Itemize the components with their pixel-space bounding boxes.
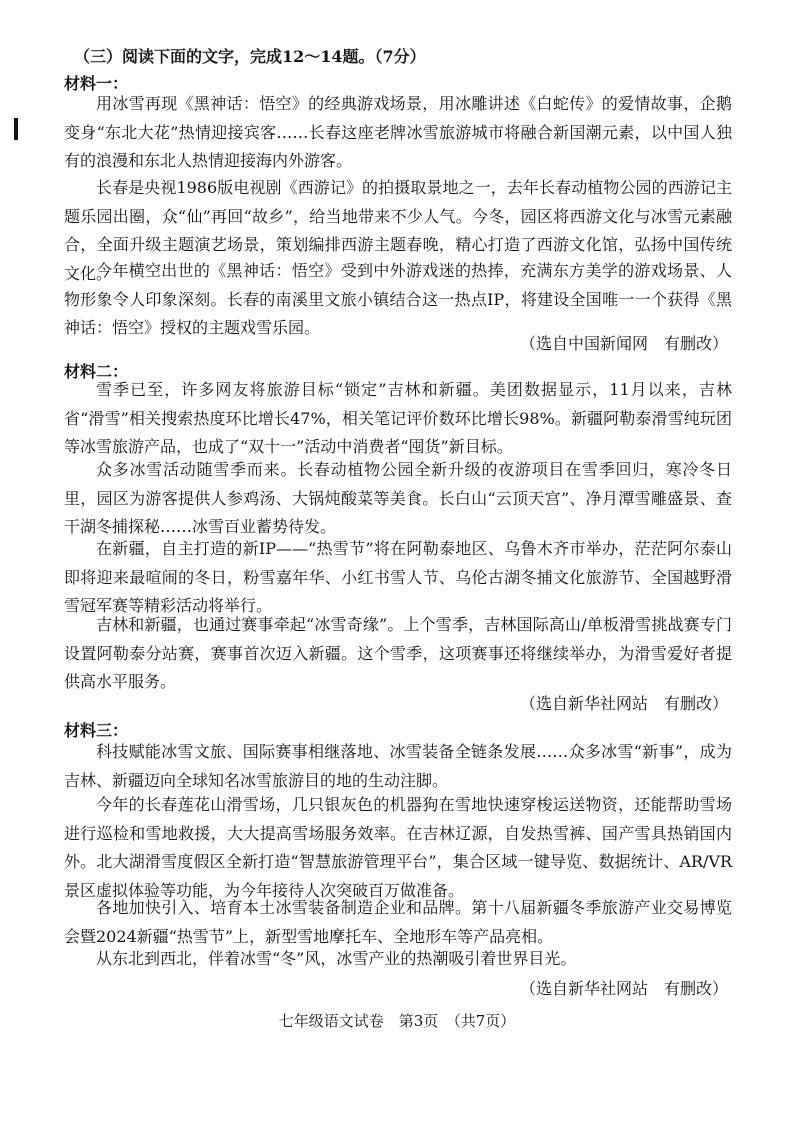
margin-mark	[14, 118, 18, 140]
material-1-source: （选自中国新闻网 有删改）	[519, 334, 728, 353]
material-2-paragraph: 在新疆，自主打造的新IP——“热雪节”将在阿勒泰地区、乌鲁木齐市举办，茫茫阿尔泰山即将迎来最喧闹的冬日，粉雪嘉年华、小红书雪人节、乌伦古湖冬捕文化旅游节、全国越野滑雪冠军赛等精彩活动将举行。	[64, 539, 732, 615]
material-1-paragraph: 用冰雪再现《黑神话：悟空》的经典游戏场景，用冰雕讲述《白蛇传》的爱情故事，企鹅变身“东北大花”热情迎接宾客……长春这座老牌冰雪旅游城市将融合新国潮元素，以中国人独有的浪漫和东北人热情迎接海内外游客。	[64, 94, 732, 170]
material-2-paragraph: 众多冰雪活动随雪季而来。长春动植物公园全新升级的夜游项目在雪季回归，寒冷冬日里，园区为游客提供人参鸡汤、大锅炖酸菜等美食。长白山“云顶天宫”、净月潭雪雕盛景、查干湖冬捕探秘……冰雪百业蓄势待发。	[64, 460, 732, 536]
material-1-paragraph: 长春是央视1986版电视剧《西游记》的拍摄取景地之一，去年长春动植物公园的西游记主题乐园出圈，众“仙”再回“故乡”，给当地带来不少人气。今冬，园区将西游文化与冰雪元素融合，全面升级主题演艺场景，策划编排西游主题春晚，精心打造了西游文化馆，弘扬中国传统文化。	[64, 178, 732, 283]
material-3-paragraph: 各地加快引入、培育本土冰雪装备制造企业和品牌。第十八届新疆冬季旅游产业交易博览会暨2024新疆“热雪节”上，新型雪地摩托车、全地形车等产品亮相。	[64, 898, 732, 946]
material-2-paragraph: 雪季已至，许多网友将旅游目标“锁定”吉林和新疆。美团数据显示，11月以来，吉林省“滑雪”相关搜索热度环比增长47%，相关笔记评价数环比增长98%。新疆阿勒泰滑雪纯玩团等冰雪旅游产品，也成了“双十一”活动中消费者“囤货”新目标。	[64, 380, 732, 456]
material-1-label: 材料一：	[64, 74, 129, 93]
material-3-paragraph: 今年的长春莲花山滑雪场，几只银灰色的机器狗在雪地快速穿梭运送物资，还能帮助雪场进行巡检和雪地救援，大大提高雪场服务效率。在吉林辽源，自发热雪裤、国产雪具热销国内外。北大湖滑雪度假区全新打造“智慧旅游管理平台”，集合区域一键导览、数据统计、AR/VR景区虚拟体验等功能，为今年接待人次突破百万做准备。	[64, 795, 732, 900]
material-3-paragraph: 从东北到西北，伴着冰雪“冬”风，冰雪产业的热潮吸引着世界目光。	[96, 949, 577, 968]
material-3-source: （选自新华社网站 有删改）	[519, 979, 728, 998]
page-footer: 七年级语文试卷 第3页 （共7页）	[278, 1012, 516, 1030]
material-1-paragraph: 今年横空出世的《黑神话：悟空》受到中外游戏迷的热捧，充满东方美学的游戏场景、人物形象令人印象深刻。长春的南溪里文旅小镇结合这一热点IP，将建设全国唯一一个获得《黑神话：悟空》授权的主题戏雪乐园。	[64, 261, 732, 337]
material-2-source: （选自新华社网站 有删改）	[519, 694, 728, 713]
section-heading: （三）阅读下面的文字，完成12～14题。（7分）	[74, 47, 426, 66]
material-3-paragraph: 科技赋能冰雪文旅、国际赛事相继落地、冰雪装备全链条发展……众多冰雪“新事”，成为吉林、新疆迈向全球知名冰雪旅游目的地的生动注脚。	[64, 742, 732, 790]
material-2-label: 材料二：	[64, 362, 129, 381]
material-2-paragraph: 吉林和新疆，也通过赛事牵起“冰雪奇缘”。上个雪季，吉林国际高山/单板滑雪挑战赛专门设置阿勒泰分站赛，赛事首次迈入新疆。这个雪季，这项赛事还将继续举办，为滑雪爱好者提供高水平服务。	[64, 615, 732, 691]
material-3-label: 材料三：	[64, 721, 129, 740]
